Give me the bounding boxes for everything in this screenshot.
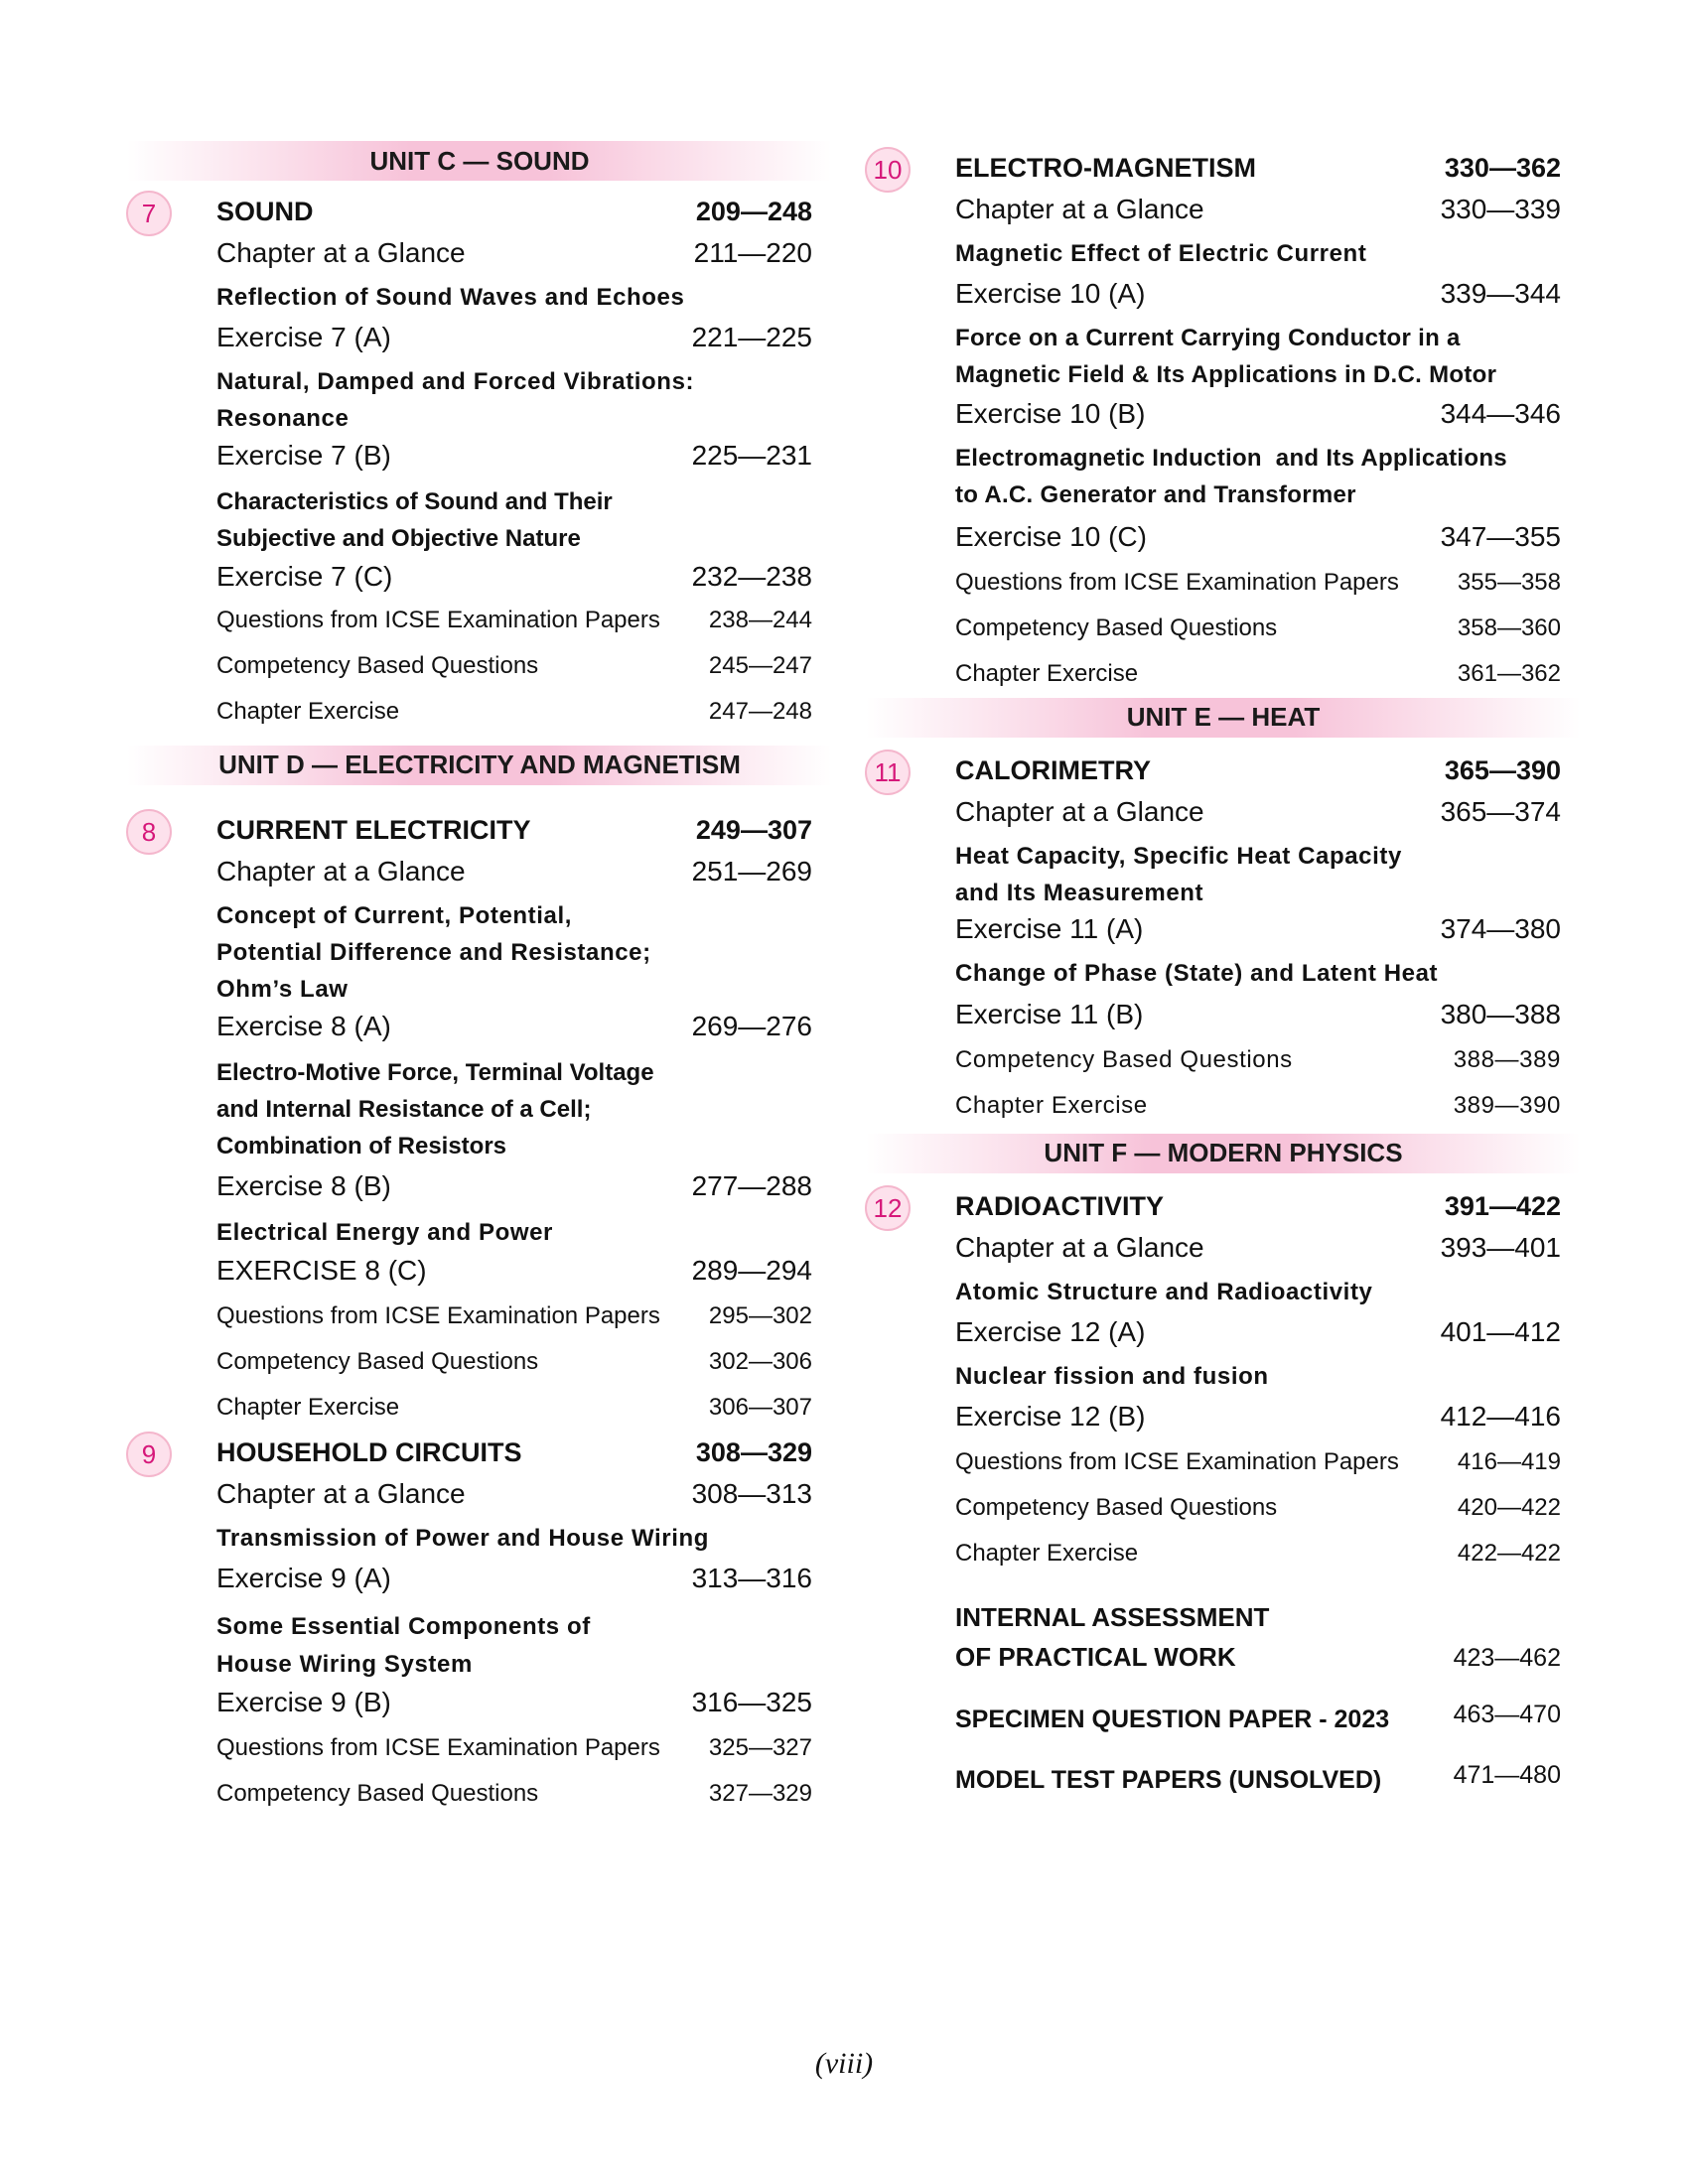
topic-text: Electrical Energy and Power [216,1219,553,1247]
topic-text: Natural, Damped and Forced Vibrations: [216,368,695,396]
row-pages: 316—325 [691,1686,812,1717]
row-pages: 463—470 [1453,1701,1561,1729]
chapter-pages: 308—329 [695,1437,812,1468]
topic-heading [117,1214,812,1251]
row-label: Exercise 7 (B) [216,439,391,471]
row-pages: 361—362 [1457,659,1561,687]
row-label: Chapter at a Glance [955,194,1204,224]
topic-text: Magnetic Effect of Electric Current [955,240,1367,267]
chapter-pages: 249—307 [695,814,812,845]
topic-heading [117,1054,812,1165]
topic-text: Potential Difference and Resistance; [216,939,651,967]
row-label: Competency Based Questions [216,1348,539,1376]
chapter-title: RADIOACTIVITY [955,1190,1165,1221]
chapter-number-badge: 12 [865,1185,911,1231]
chapter-at-a-glance-row[interactable] [117,237,812,269]
chapter-pages: 391—422 [1444,1190,1561,1221]
row-pages: 423—462 [1453,1644,1561,1673]
row-label: Questions from ICSE Examination Papers [955,1447,1399,1475]
row-pages: 232—238 [691,560,812,592]
row-pages: 302—306 [708,1348,812,1376]
row-pages: 327—329 [708,1779,812,1807]
topic-text: Nuclear fission and fusion [955,1362,1269,1390]
row-pages: 401—412 [1440,1315,1561,1347]
chapter-number-badge: 7 [126,191,172,236]
topic-text: Magnetic Field & Its Applications in D.C. Motor [955,361,1497,389]
chapter-title: HOUSEHOLD CIRCUITS [216,1437,522,1468]
competency-questions-row[interactable] [117,652,812,680]
topic-heading [856,320,1561,393]
row-label: Questions from ICSE Examination Papers [216,606,660,633]
chapter-pages: 330—362 [1444,153,1561,183]
topic-heading [117,897,812,1009]
row-label: Exercise 12 (B) [955,1400,1146,1432]
row-label: Chapter Exercise [955,1539,1139,1567]
topic-text: Ohm’s Law [216,976,349,1004]
exercise-row[interactable] [117,561,812,593]
topic-heading [856,235,1561,272]
chapter-at-a-glance-row[interactable] [856,1232,1561,1264]
topic-text: Heat Capacity, Specific Heat Capacity [955,842,1402,870]
competency-questions-row[interactable] [856,1046,1561,1074]
row-label: Exercise 7 (A) [216,322,391,353]
row-label: MODEL TEST PAPERS (UNSOLVED) [955,1766,1382,1795]
row-label: Exercise 10 (C) [955,520,1147,552]
row-label: Chapter at a Glance [216,237,466,268]
chapter-10-entry[interactable] [856,153,1561,184]
competency-questions-row[interactable] [856,1494,1561,1522]
icse-questions-row[interactable] [117,1302,812,1330]
row-pages: 238—244 [708,606,812,633]
row-label: Questions from ICSE Examination Papers [216,1302,660,1330]
chapter-number-badge: 11 [865,750,911,795]
row-pages: 277—288 [691,1170,812,1202]
row-pages: 344—346 [1440,397,1561,429]
exercise-row[interactable] [117,1563,812,1594]
topic-text: to A.C. Generator and Transformer [955,480,1356,508]
chapter-exercise-row[interactable] [856,1092,1561,1120]
row-label: Chapter Exercise [216,1394,400,1422]
row-pages: 313—316 [691,1563,812,1594]
row-pages: 330—339 [1440,194,1561,224]
chapter-title: CALORIMETRY [955,754,1151,785]
row-label: Chapter at a Glance [216,1478,466,1510]
row-pages: 412—416 [1440,1400,1561,1432]
row-pages: 247—248 [708,697,812,725]
row-label: Competency Based Questions [216,1779,539,1807]
title-line: OF PRACTICAL WORK [955,1642,1236,1673]
exercise-row[interactable] [117,1170,812,1202]
exercise-row[interactable] [856,398,1561,430]
chapter-exercise-row[interactable] [856,1540,1561,1568]
row-label: EXERCISE 8 (C) [216,1255,427,1287]
competency-questions-row[interactable] [117,1780,812,1808]
row-pages: 295—302 [708,1302,812,1330]
topic-text: Electromagnetic Induction and Its Applications [955,444,1507,472]
competency-questions-row[interactable] [117,1348,812,1376]
chapter-pages: 209—248 [695,197,812,226]
row-pages: 374—380 [1440,913,1561,945]
topic-text: Reflection of Sound Waves and Echoes [216,284,685,311]
topic-text: and Internal Resistance of a Cell; [216,1095,592,1123]
row-pages: 245—247 [708,651,812,679]
topic-text: Transmission of Power and House Wiring [216,1525,709,1553]
row-label: Chapter at a Glance [955,795,1204,827]
topic-text: House Wiring System [216,1650,473,1678]
topic-heading [856,440,1561,513]
row-label: Exercise 9 (B) [216,1686,391,1717]
chapter-at-a-glance-row[interactable] [856,194,1561,225]
row-pages: 420—422 [1457,1493,1561,1521]
chapter-title: ELECTRO-MAGNETISM [955,153,1256,183]
topic-heading [856,1274,1561,1310]
chapter-12-entry[interactable] [856,1191,1561,1222]
topic-heading [856,838,1561,911]
topic-text: Some Essential Components of [216,1613,591,1641]
topic-heading [117,1608,812,1682]
exercise-row[interactable] [856,278,1561,310]
row-pages: 221—225 [691,322,812,353]
chapter-exercise-row[interactable] [117,1394,812,1422]
row-label: Chapter Exercise [955,659,1139,687]
exercise-row[interactable] [117,1687,812,1718]
chapter-exercise-row[interactable] [117,698,812,726]
row-pages: 422—422 [1457,1539,1561,1567]
exercise-row[interactable] [856,521,1561,553]
row-label: Exercise 7 (C) [216,560,393,592]
unit-e-heading: UNIT E — HEAT [866,698,1581,738]
page-number: (viii) [814,2047,874,2080]
icse-questions-row[interactable] [117,1734,812,1762]
row-label: Exercise 12 (A) [955,1315,1146,1347]
row-pages: 225—231 [691,439,812,471]
row-pages: 471—480 [1453,1761,1561,1790]
icse-questions-row[interactable] [856,1448,1561,1476]
topic-text: Combination of Resistors [216,1132,507,1160]
row-pages: 355—358 [1457,568,1561,596]
competency-questions-row[interactable] [856,614,1561,642]
chapter-11-entry[interactable] [856,755,1561,786]
chapter-7-entry[interactable] [117,197,812,227]
exercise-row[interactable] [856,1401,1561,1433]
row-label: Questions from ICSE Examination Papers [955,568,1399,596]
topic-heading [856,1358,1561,1395]
row-label: Chapter Exercise [955,1091,1148,1119]
chapter-title: CURRENT ELECTRICITY [216,814,531,845]
topic-text: Characteristics of Sound and Their [216,487,613,515]
internal-assessment-title [955,1597,1454,1678]
topic-heading [117,1520,812,1557]
topic-text: Atomic Structure and Radioactivity [955,1278,1373,1305]
icse-questions-row[interactable] [117,607,812,634]
topic-heading [117,483,812,557]
exercise-row[interactable] [117,1255,812,1287]
chapter-pages: 365—390 [1444,754,1561,785]
row-pages: 380—388 [1440,998,1561,1029]
chapter-number-badge: 9 [126,1432,172,1477]
row-pages: 308—313 [691,1478,812,1510]
exercise-row[interactable] [117,1011,812,1042]
row-pages: 393—401 [1440,1231,1561,1263]
row-pages: 365—374 [1440,795,1561,827]
chapter-at-a-glance-row[interactable] [117,856,812,887]
row-pages: 251—269 [691,855,812,887]
model-test-papers-entry[interactable] [856,1761,1561,1800]
topic-text: and Its Measurement [955,880,1204,907]
row-pages: 347—355 [1440,520,1561,552]
row-pages: 339—344 [1440,278,1561,310]
row-label: Exercise 9 (A) [216,1563,391,1594]
row-pages: 358—360 [1457,614,1561,641]
row-label: SPECIMEN QUESTION PAPER - 2023 [955,1706,1390,1734]
chapter-exercise-row[interactable] [856,660,1561,688]
row-label: Exercise 11 (B) [955,998,1144,1029]
row-pages: 306—307 [708,1394,812,1422]
unit-d-heading: UNIT D — ELECTRICITY AND MAGNETISM [127,746,832,785]
unit-c-heading: UNIT C — SOUND [127,141,832,181]
row-pages: 388—389 [1453,1045,1561,1073]
toc-right-column [856,153,1561,1800]
row-pages: 289—294 [691,1255,812,1287]
chapter-number-badge: 8 [126,809,172,855]
row-label: Exercise 8 (B) [216,1170,391,1202]
row-label: Competency Based Questions [955,1045,1293,1073]
chapter-number-badge: 10 [865,147,911,193]
row-label: Chapter at a Glance [955,1231,1204,1263]
row-label: Competency Based Questions [216,651,539,679]
unit-f-heading: UNIT F — MODERN PHYSICS [866,1134,1581,1173]
row-label: Competency Based Questions [955,1493,1278,1521]
internal-assessment-entry[interactable] [856,1597,1561,1678]
row-pages: 325—327 [708,1733,812,1761]
topic-text: Concept of Current, Potential, [216,901,573,929]
chapter-8-entry[interactable] [117,815,812,846]
exercise-row[interactable] [117,440,812,472]
row-pages: 416—419 [1457,1447,1561,1475]
row-pages: 211—220 [693,237,812,268]
topic-text: Electro-Motive Force, Terminal Voltage [216,1058,654,1086]
row-label: Competency Based Questions [955,614,1278,641]
row-label: Exercise 10 (A) [955,278,1146,310]
chapter-at-a-glance-row[interactable] [117,1478,812,1510]
row-label: Chapter at a Glance [216,855,466,887]
topic-text: Change of Phase (State) and Latent Heat [955,960,1439,988]
chapter-9-entry[interactable] [117,1437,812,1468]
row-label: Questions from ICSE Examination Papers [216,1733,660,1761]
row-pages: 269—276 [691,1010,812,1041]
specimen-paper-entry[interactable] [856,1701,1561,1739]
topic-heading [117,363,812,437]
chapter-at-a-glance-row[interactable] [856,796,1561,828]
exercise-row[interactable] [856,999,1561,1030]
exercise-row[interactable] [117,322,812,353]
topic-text: Resonance [216,405,350,433]
row-label: Exercise 10 (B) [955,397,1146,429]
row-label: Chapter Exercise [216,697,400,725]
toc-left-column [117,141,812,1808]
topic-text: Force on a Current Carrying Conductor in a [955,325,1461,352]
exercise-row[interactable] [856,913,1561,945]
row-label: Exercise 8 (A) [216,1010,391,1041]
topic-heading [856,955,1561,992]
title-line: INTERNAL ASSESSMENT [955,1601,1270,1632]
row-label: Exercise 11 (A) [955,913,1144,945]
chapter-title: SOUND [216,197,314,226]
topic-heading [117,279,812,316]
exercise-row[interactable] [856,1316,1561,1348]
icse-questions-row[interactable] [856,569,1561,597]
topic-text: Subjective and Objective Nature [216,524,581,552]
row-pages: 389—390 [1453,1091,1561,1119]
